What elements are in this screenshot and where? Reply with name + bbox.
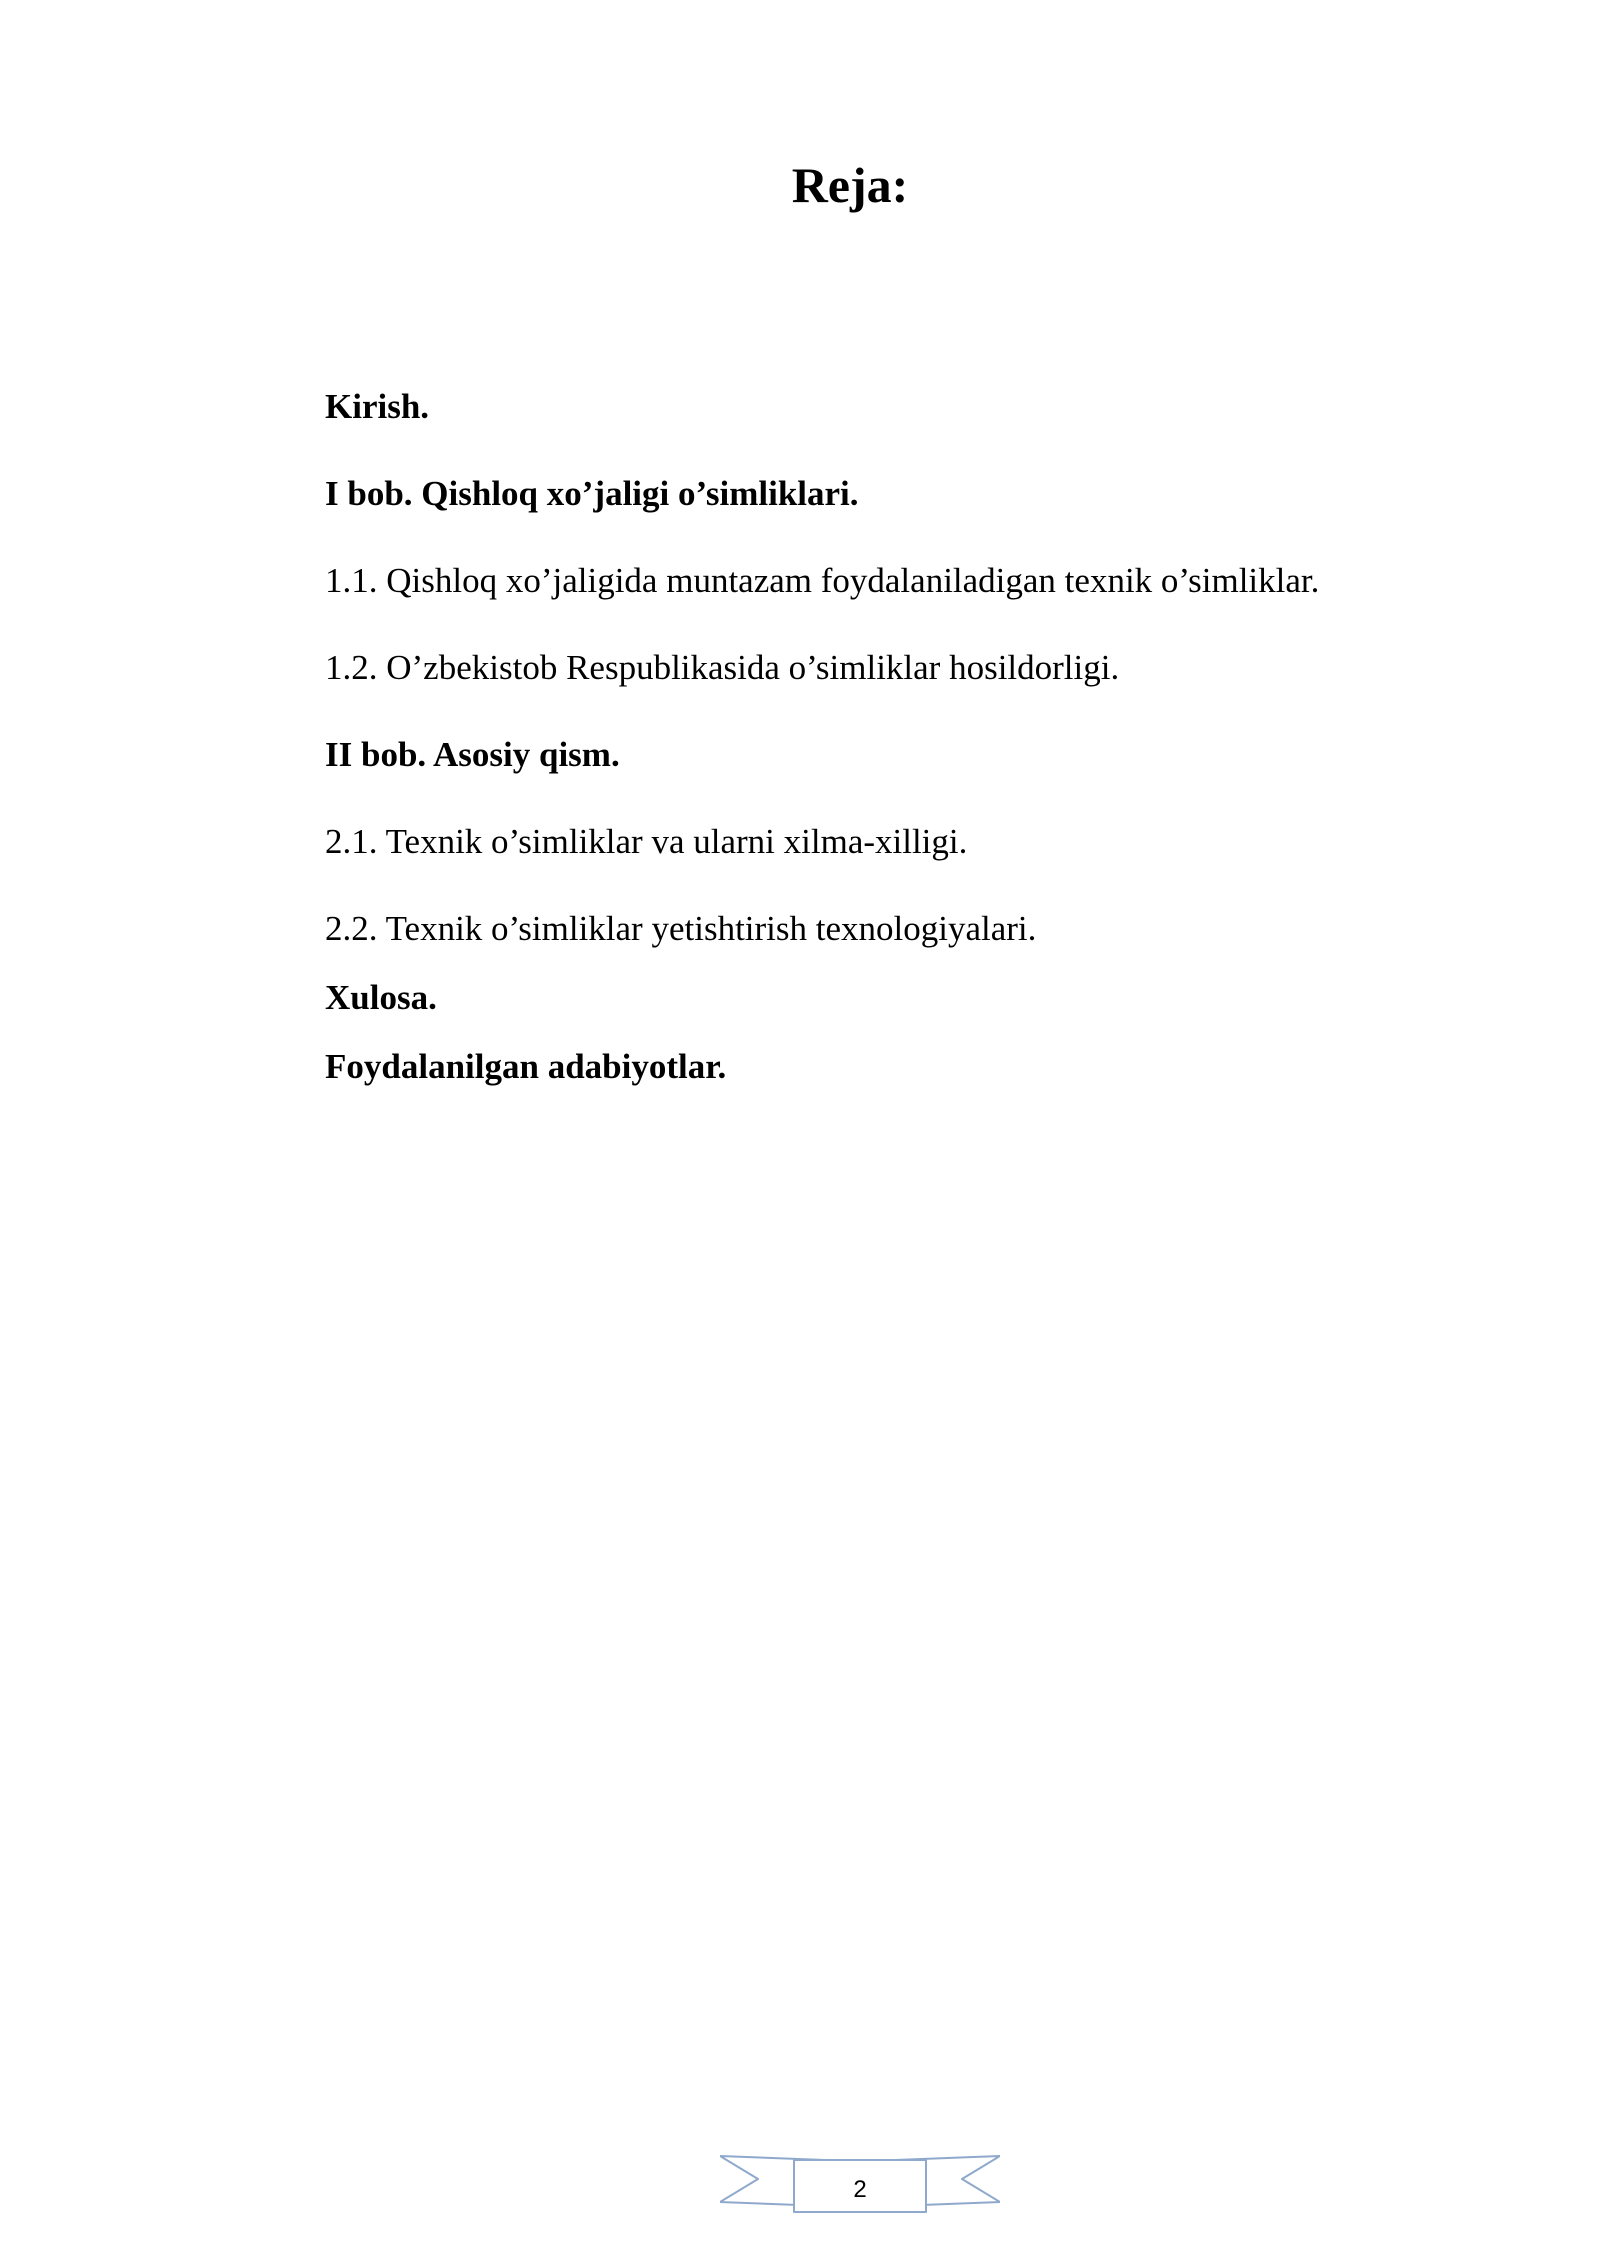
toc-item-chapter-1: I bob. Qishloq xo’jaligi o’simliklari. [325, 474, 859, 513]
toc-item-section-2-2: 2.2. Texnik o’simliklar yetishtirish texnologiyalari. [325, 909, 1037, 948]
toc-item-section-1-2: 1.2. O’zbekistob Respublikasida o’simliklar hosildorligi. [325, 648, 1120, 687]
toc-item-section-1-1: 1.1. Qishloq xo’jaligida muntazam foydalaniladigan texnik o’simliklar. [325, 561, 1320, 600]
toc-item-chapter-2: II bob. Asosiy qism. [325, 735, 620, 774]
toc-item-section-2-1: 2.1. Texnik o’simliklar va ularni xilma-xilligi. [325, 822, 968, 861]
page-number: 2 [853, 2176, 867, 2203]
page-title: Reja: [791, 157, 909, 213]
toc-item-references: Foydalanilgan adabiyotlar. [325, 1047, 727, 1086]
toc-item-conclusion: Xulosa. [325, 978, 437, 1017]
toc-item-kirish: Kirish. [325, 387, 430, 426]
